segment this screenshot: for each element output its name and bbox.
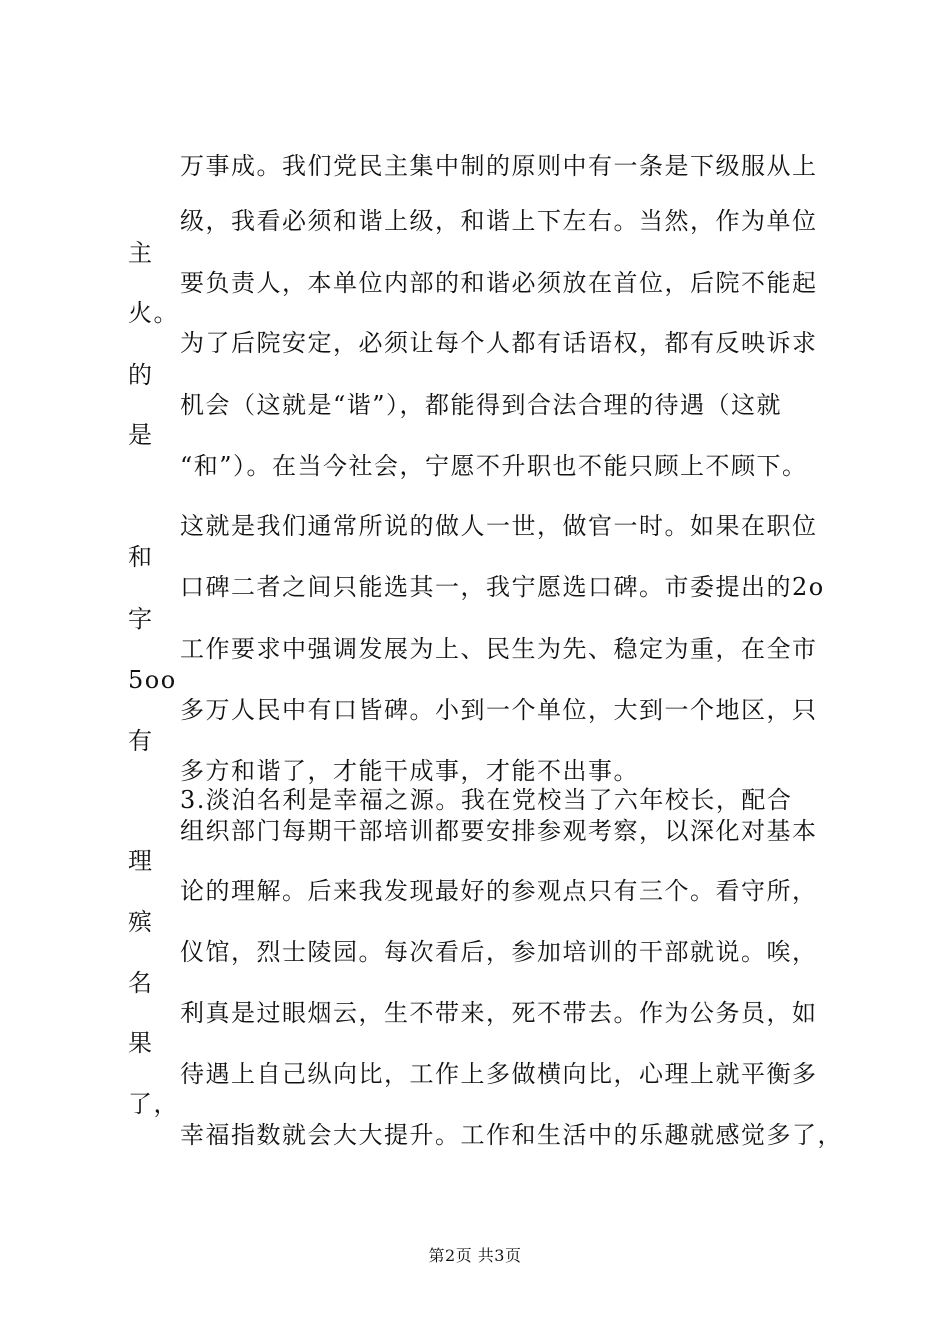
- text-line: 仪馆，烈士陵园。每次看后，参加培训的干部就说。唉，: [180, 938, 818, 966]
- text-line: 口碑二者之间只能选其一，我宁愿选口碑。市委提出的2o: [180, 573, 825, 601]
- text-line: 3.淡泊名利是幸福之源。我在党校当了六年校长，配合: [180, 786, 793, 814]
- text-line: 火。: [128, 299, 179, 327]
- text-line: 机会（这就是“谐”），都能得到合法合理的待遇（这就: [180, 391, 783, 419]
- text-line: 工作要求中强调发展为上、民生为先、稳定为重，在全市: [180, 635, 818, 663]
- text-line: 为了后院安定，必须让每个人都有话语权，都有反映诉求: [180, 329, 818, 357]
- text-line: 5oo: [128, 666, 177, 694]
- text-line: 字: [128, 605, 154, 633]
- text-line: 这就是我们通常所说的做人一世，做官一时。如果在职位: [180, 512, 818, 540]
- text-line: 理: [128, 847, 154, 875]
- text-line: 组织部门每期干部培训都要安排参观考察，以深化对基本: [180, 817, 818, 845]
- text-line: 万事成。我们党民主集中制的原则中有一条是下级服从上: [180, 152, 818, 180]
- text-line: 和: [128, 543, 154, 571]
- text-line: 殡: [128, 908, 154, 936]
- text-line: 多万人民中有口皆碑。小到一个单位，大到一个地区，只: [180, 696, 818, 724]
- text-line: 有: [128, 727, 154, 755]
- text-line: 论的理解。后来我发现最好的参观点只有三个。看守所，: [180, 877, 818, 905]
- text-line: 主: [128, 239, 154, 267]
- text-line: 了，: [128, 1090, 179, 1118]
- text-line: 幸福指数就会大大提升。工作和生活中的乐趣就感觉多了，: [180, 1121, 843, 1149]
- text-line: 要负责人，本单位内部的和谐必须放在首位，后院不能起: [180, 269, 818, 297]
- text-line: 的: [128, 361, 154, 389]
- text-line: 果: [128, 1029, 154, 1057]
- text-line: 名: [128, 969, 154, 997]
- text-line: 级，我看必须和谐上级，和谐上下左右。当然，作为单位: [180, 207, 818, 235]
- text-line: 利真是过眼烟云，生不带来，死不带去。作为公务员，如: [180, 999, 818, 1027]
- text-line: 多方和谐了，才能干成事，才能不出事。: [180, 757, 639, 785]
- text-line: 是: [128, 421, 154, 449]
- text-line: “和”）。在当今社会，宁愿不升职也不能只顾上不顾下。: [180, 452, 808, 480]
- page-number: 第2页 共3页: [428, 1246, 522, 1265]
- text-line: 待遇上自己纵向比，工作上多做横向比，心理上就平衡多: [180, 1060, 818, 1088]
